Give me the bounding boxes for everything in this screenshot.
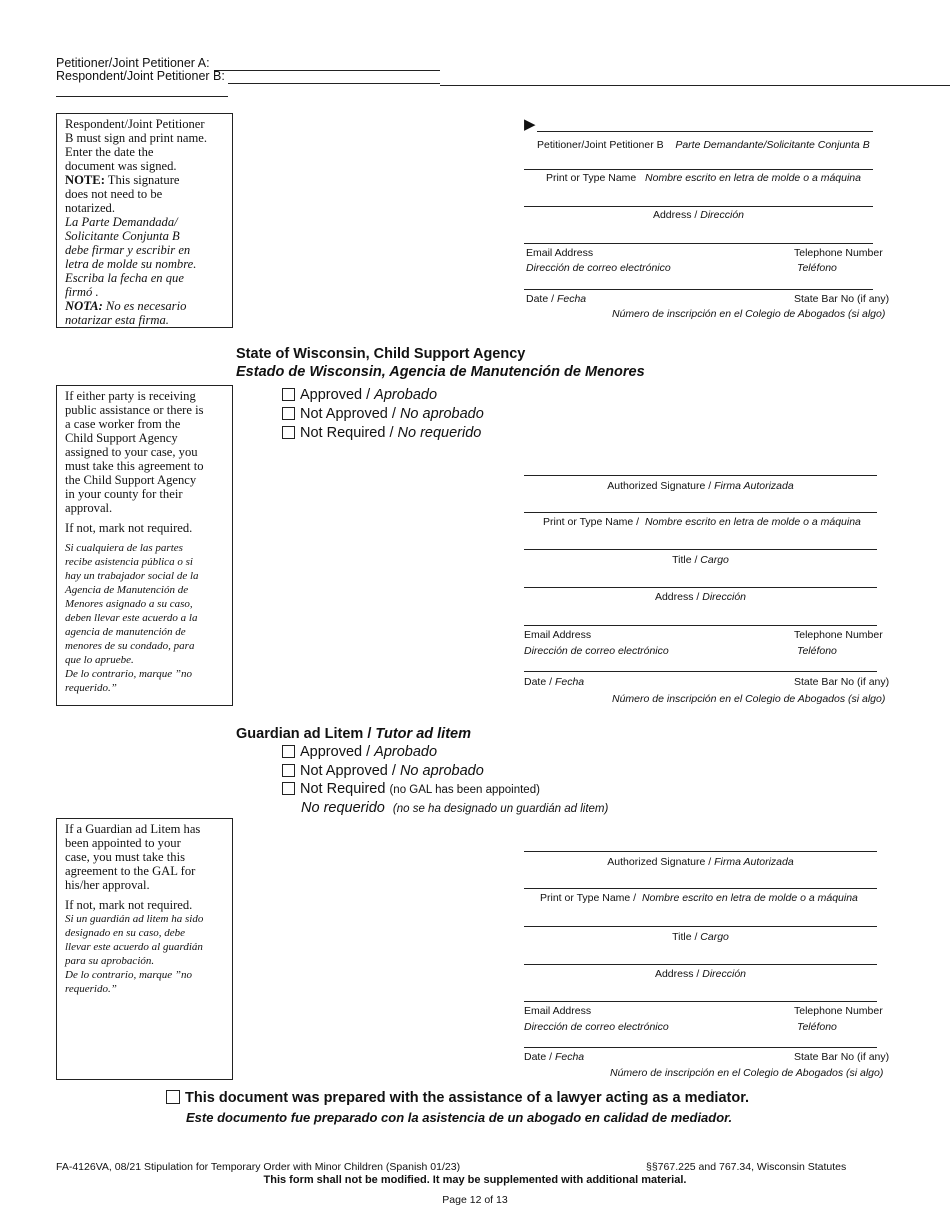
- box1-es-line: Escriba la fecha en que: [65, 271, 184, 285]
- footer-notice: This form shall not be modified. It may be supplemented with additional material.: [263, 1174, 687, 1186]
- address-es: Dirección: [700, 209, 745, 221]
- footer-form-id: FA-4126VA, 08/21 Stipulation for Temporary Order with Minor Children (Spanish 01/23): [56, 1161, 461, 1173]
- agency-auth-label: [524, 480, 877, 492]
- gal-option-not-required: [282, 781, 540, 797]
- box1-en-line: document was signed.: [65, 159, 177, 173]
- gal-not-approved-es: No aprobado: [399, 763, 484, 779]
- agency-date-line[interactable]: [524, 671, 877, 672]
- box1-es-line: letra de molde su nombre.: [65, 257, 197, 271]
- box1-nota-2: notarizar esta firma.: [65, 313, 169, 327]
- agency-auth-en: Authorized Signature /: [607, 480, 712, 492]
- gal-date-es: Fecha: [554, 1051, 585, 1063]
- agency-date-label: [524, 676, 584, 688]
- instruction-box-gal: [56, 818, 233, 1080]
- gal-bar-es: Número de inscripción en el Colegio de Abogados (si algo): [610, 1067, 884, 1079]
- agency-print-en: Print or Type Name /: [543, 516, 640, 528]
- date-label: [526, 293, 586, 305]
- gal-signature-line[interactable]: [524, 851, 877, 852]
- box1-es-line: Solicitante Conjunta B: [65, 229, 180, 243]
- nota-label: NOTA:: [65, 299, 103, 313]
- respondent-b-line[interactable]: [228, 83, 440, 84]
- gal-auth-es: Firma Autorizada: [714, 856, 794, 868]
- box2-en-line: If either party is receiving: [65, 389, 196, 403]
- gal-approved-checkbox[interactable]: [282, 745, 295, 758]
- agency-approved-checkbox[interactable]: [282, 388, 295, 401]
- gal-address-es: Dirección: [702, 968, 747, 980]
- box1-en-line: B must sign and print name.: [65, 131, 208, 145]
- gal-address-label: [524, 968, 877, 980]
- agency-phone-en: Telephone Number: [794, 629, 883, 641]
- gal-option-not-required-es: [301, 800, 608, 816]
- lawyer-statement-es: Este documento fue preparado con la asistencia de un abogado en calidad de mediador.: [186, 1110, 733, 1125]
- box1-es-line: firmó .: [65, 285, 99, 299]
- gal-email-en: Email Address: [524, 1005, 592, 1017]
- note-text: This signature: [104, 173, 180, 187]
- party-b-es: Parte Demandante/Solicitante Conjunta B: [675, 139, 870, 151]
- agency-approved-es: Aprobado: [374, 387, 438, 403]
- instruction-box-agency: [56, 385, 233, 706]
- gal-title-label: [524, 931, 877, 943]
- box2-es-line: que lo apruebe.: [65, 654, 134, 666]
- agency-approved-en: Approved /: [300, 387, 371, 403]
- box1-note-2: does not need to be: [65, 187, 163, 201]
- agency-date-en: Date /: [524, 676, 553, 688]
- gal-print-es: Nombre escrito en letra de molde o a máquina: [641, 892, 858, 904]
- signature-arrow-icon: ▶: [524, 116, 536, 133]
- footer-statutes: §§767.225 and 767.34, Wisconsin Statutes: [646, 1161, 847, 1173]
- box3-en-line: agreement to the GAL for: [65, 864, 196, 878]
- box2-en-line: a case worker from the: [65, 417, 181, 431]
- gal-title: [236, 726, 471, 742]
- agency-option-not-approved: [282, 406, 484, 422]
- gal-email-es: Dirección de correo electrónico: [524, 1021, 669, 1033]
- agency-address-en: Address /: [654, 591, 700, 603]
- gal-email-line[interactable]: [524, 1001, 877, 1002]
- page-number: Page 12 of 13: [442, 1194, 508, 1206]
- gal-auth-en: Authorized Signature /: [607, 856, 712, 868]
- gal-title-es: Tutor ad litem: [375, 726, 471, 742]
- gal-not-required-note-es: (no se ha designado un guardián ad litem): [392, 803, 609, 815]
- email-label-en: Email Address: [526, 247, 594, 259]
- phone-label-es: Teléfono: [797, 262, 837, 274]
- agency-print-es: Nombre escrito en letra de molde o a máquina: [644, 516, 861, 528]
- gal-not-required-en: Not Required: [300, 781, 386, 797]
- gal-date-label: [524, 1051, 584, 1063]
- gal-not-required-note-en: (no GAL has been appointed): [389, 784, 540, 796]
- lawyer-statement: [166, 1090, 749, 1106]
- box3-en-line: case, you must take this: [65, 850, 185, 864]
- gal-phone-en: Telephone Number: [794, 1005, 883, 1017]
- box1-note: [65, 173, 228, 187]
- agency-address-label: [524, 591, 877, 603]
- header-respondent-b: [56, 69, 225, 83]
- lawyer-statement-en: This document was prepared with the assistance of a lawyer acting as a mediator.: [185, 1090, 750, 1106]
- box1-en-line: Enter the date the: [65, 145, 154, 159]
- box3-es-line: Si un guardián ad litem ha sido: [65, 913, 204, 925]
- email-phone-line[interactable]: [524, 243, 873, 244]
- agency-bar-es: Número de inscripción en el Colegio de Abogados (si algo): [612, 693, 886, 705]
- agency-title-en: State of Wisconsin, Child Support Agency: [236, 346, 526, 362]
- address-label: [524, 209, 873, 221]
- box2-es-line: requerido.”: [65, 682, 117, 694]
- print-name-es: Nombre escrito en letra de molde o a máquina: [645, 172, 861, 184]
- instruction-box-respondent: [56, 113, 233, 328]
- box3-es-line: designado en su caso, debe: [65, 927, 186, 939]
- agency-not-required-en: Not Required /: [300, 425, 394, 441]
- agency-option-not-required: [282, 425, 481, 441]
- address-en: Address /: [652, 209, 698, 221]
- box2-en-line: Child Support Agency: [65, 431, 178, 445]
- lawyer-checkbox[interactable]: [166, 1090, 180, 1104]
- box2-en-line: approval.: [65, 501, 113, 515]
- box3-es-line: De lo contrario, marque ”no: [65, 969, 193, 981]
- box3-es-line: llevar este acuerdo al guardián: [65, 941, 203, 953]
- box1-en-line: Respondent/Joint Petitioner: [65, 117, 205, 131]
- party-b-label: [537, 139, 870, 151]
- box2-en-line: the Child Support Agency: [65, 473, 197, 487]
- date-en: Date /: [526, 293, 555, 305]
- box1-es-line: La Parte Demandada/: [65, 215, 178, 229]
- agency-email-en: Email Address: [524, 629, 592, 641]
- gal-print-line[interactable]: [524, 888, 877, 889]
- agency-bar-en: State Bar No (if any): [794, 676, 890, 688]
- print-name-line[interactable]: [524, 169, 873, 170]
- gal-title-field-en: Title /: [672, 931, 698, 943]
- header-petitioner-a: [56, 56, 210, 70]
- gal-not-required-checkbox[interactable]: [282, 782, 295, 795]
- box3-en-line: been appointed to your: [65, 836, 181, 850]
- agency-title-es: Estado de Wisconsin, Agencia de Manutención de Menores: [236, 364, 645, 380]
- petitioner-a-line[interactable]: [214, 70, 440, 71]
- box3-en-not: If not, mark not required.: [65, 898, 193, 912]
- agency-title-label: [524, 554, 877, 566]
- box2-es-line: Menores asignado a su caso,: [65, 598, 193, 610]
- date-es: Fecha: [556, 293, 587, 305]
- gal-phone-es: Teléfono: [797, 1021, 837, 1033]
- box2-es-line: hay un trabajador social de la: [65, 570, 199, 582]
- agency-title-field-en: Title /: [672, 554, 698, 566]
- box2-en-line: must take this agreement to: [65, 459, 204, 473]
- gal-approved-en: Approved /: [300, 744, 371, 760]
- box3-en-line: If a Guardian ad Litem has: [65, 822, 201, 836]
- box2-en-line: public assistance or there is: [65, 403, 204, 417]
- box1-note-3: notarized.: [65, 201, 115, 215]
- header-divider: [440, 85, 950, 86]
- party-b-en: Petitioner/Joint Petitioner B: [537, 139, 664, 151]
- agency-not-required-es: No requerido: [397, 425, 482, 441]
- gal-print-en: Print or Type Name /: [540, 892, 637, 904]
- box2-en-line: assigned to your case, you: [65, 445, 198, 459]
- gal-approved-es: Aprobado: [374, 744, 438, 760]
- box2-es-line: agencia de manutención de: [65, 626, 186, 638]
- agency-email-line[interactable]: [524, 625, 877, 626]
- signature-line-party-b[interactable]: [537, 131, 873, 132]
- box3-es-line: para su aprobación.: [65, 955, 155, 967]
- address-line[interactable]: [524, 206, 873, 207]
- gal-not-approved-en: Not Approved /: [300, 763, 396, 779]
- agency-date-es: Fecha: [554, 676, 585, 688]
- agency-signature-line[interactable]: [524, 475, 877, 476]
- gal-title-field-es: Cargo: [700, 931, 729, 943]
- box3-es-line: requerido.”: [65, 983, 117, 995]
- gal-auth-label: [524, 856, 877, 868]
- box2-es-line: deben llevar este acuerdo a la: [65, 612, 198, 624]
- bar-label-en: State Bar No (if any): [794, 293, 890, 305]
- petitioner-a-label: Petitioner/Joint Petitioner A:: [56, 56, 210, 70]
- box2-es-line: menores de su condado, para: [65, 640, 195, 652]
- email-label-es: Dirección de correo electrónico: [526, 262, 671, 274]
- agency-not-required-checkbox[interactable]: [282, 426, 295, 439]
- note-label: NOTE:: [65, 173, 105, 187]
- agency-title-field-es: Cargo: [700, 554, 729, 566]
- gal-not-required-es: No requerido: [301, 800, 385, 816]
- gal-bar-en: State Bar No (if any): [794, 1051, 890, 1063]
- box3-en-line: his/her approval.: [65, 878, 150, 892]
- agency-address-es: Dirección: [702, 591, 747, 603]
- box2-es-line: De lo contrario, marque ”no: [65, 668, 193, 680]
- print-name-en: Print or Type Name: [546, 172, 637, 184]
- nota-text: No es necesario: [102, 299, 187, 313]
- phone-label-en: Telephone Number: [794, 247, 883, 259]
- box2-en-not: If not, mark not required.: [65, 521, 193, 535]
- gal-date-en: Date /: [524, 1051, 553, 1063]
- box2-es-line: Si cualquiera de las partes: [65, 542, 183, 554]
- gal-option-approved: [282, 744, 437, 760]
- agency-email-es: Dirección de correo electrónico: [524, 645, 669, 657]
- gal-title-line[interactable]: [524, 926, 877, 927]
- agency-title-line[interactable]: [524, 549, 877, 550]
- gal-not-approved-checkbox[interactable]: [282, 764, 295, 777]
- agency-auth-es: Firma Autorizada: [714, 480, 794, 492]
- agency-not-approved-checkbox[interactable]: [282, 407, 295, 420]
- agency-not-approved-es: No aprobado: [399, 406, 484, 422]
- gal-address-en: Address /: [654, 968, 700, 980]
- agency-print-label: [543, 516, 861, 528]
- agency-phone-es: Teléfono: [797, 645, 837, 657]
- box1-nota: [65, 299, 228, 313]
- bar-label-es: Número de inscripción en el Colegio de Abogados (si algo): [612, 308, 886, 320]
- box2-es-line: Agencia de Manutención de: [65, 584, 189, 596]
- agency-print-line[interactable]: [524, 512, 877, 513]
- gal-title-en: Guardian ad Litem /: [236, 726, 372, 742]
- agency-not-approved-en: Not Approved /: [300, 406, 396, 422]
- gal-date-line[interactable]: [524, 1047, 877, 1048]
- respondent-b-label: Respondent/Joint Petitioner B:: [56, 69, 225, 83]
- date-bar-line[interactable]: [524, 289, 873, 290]
- gal-address-line[interactable]: [524, 964, 877, 965]
- header-short-line: [56, 96, 228, 97]
- box1-es-line: debe firmar y escribir en: [65, 243, 191, 257]
- agency-address-line[interactable]: [524, 587, 877, 588]
- gal-option-not-approved: [282, 763, 484, 779]
- gal-print-label: [540, 892, 858, 904]
- box2-en-line: in your county for their: [65, 487, 183, 501]
- print-name-label: [546, 172, 861, 184]
- box2-es-line: recibe asistencia pública o si: [65, 556, 193, 568]
- agency-option-approved: [282, 387, 437, 403]
